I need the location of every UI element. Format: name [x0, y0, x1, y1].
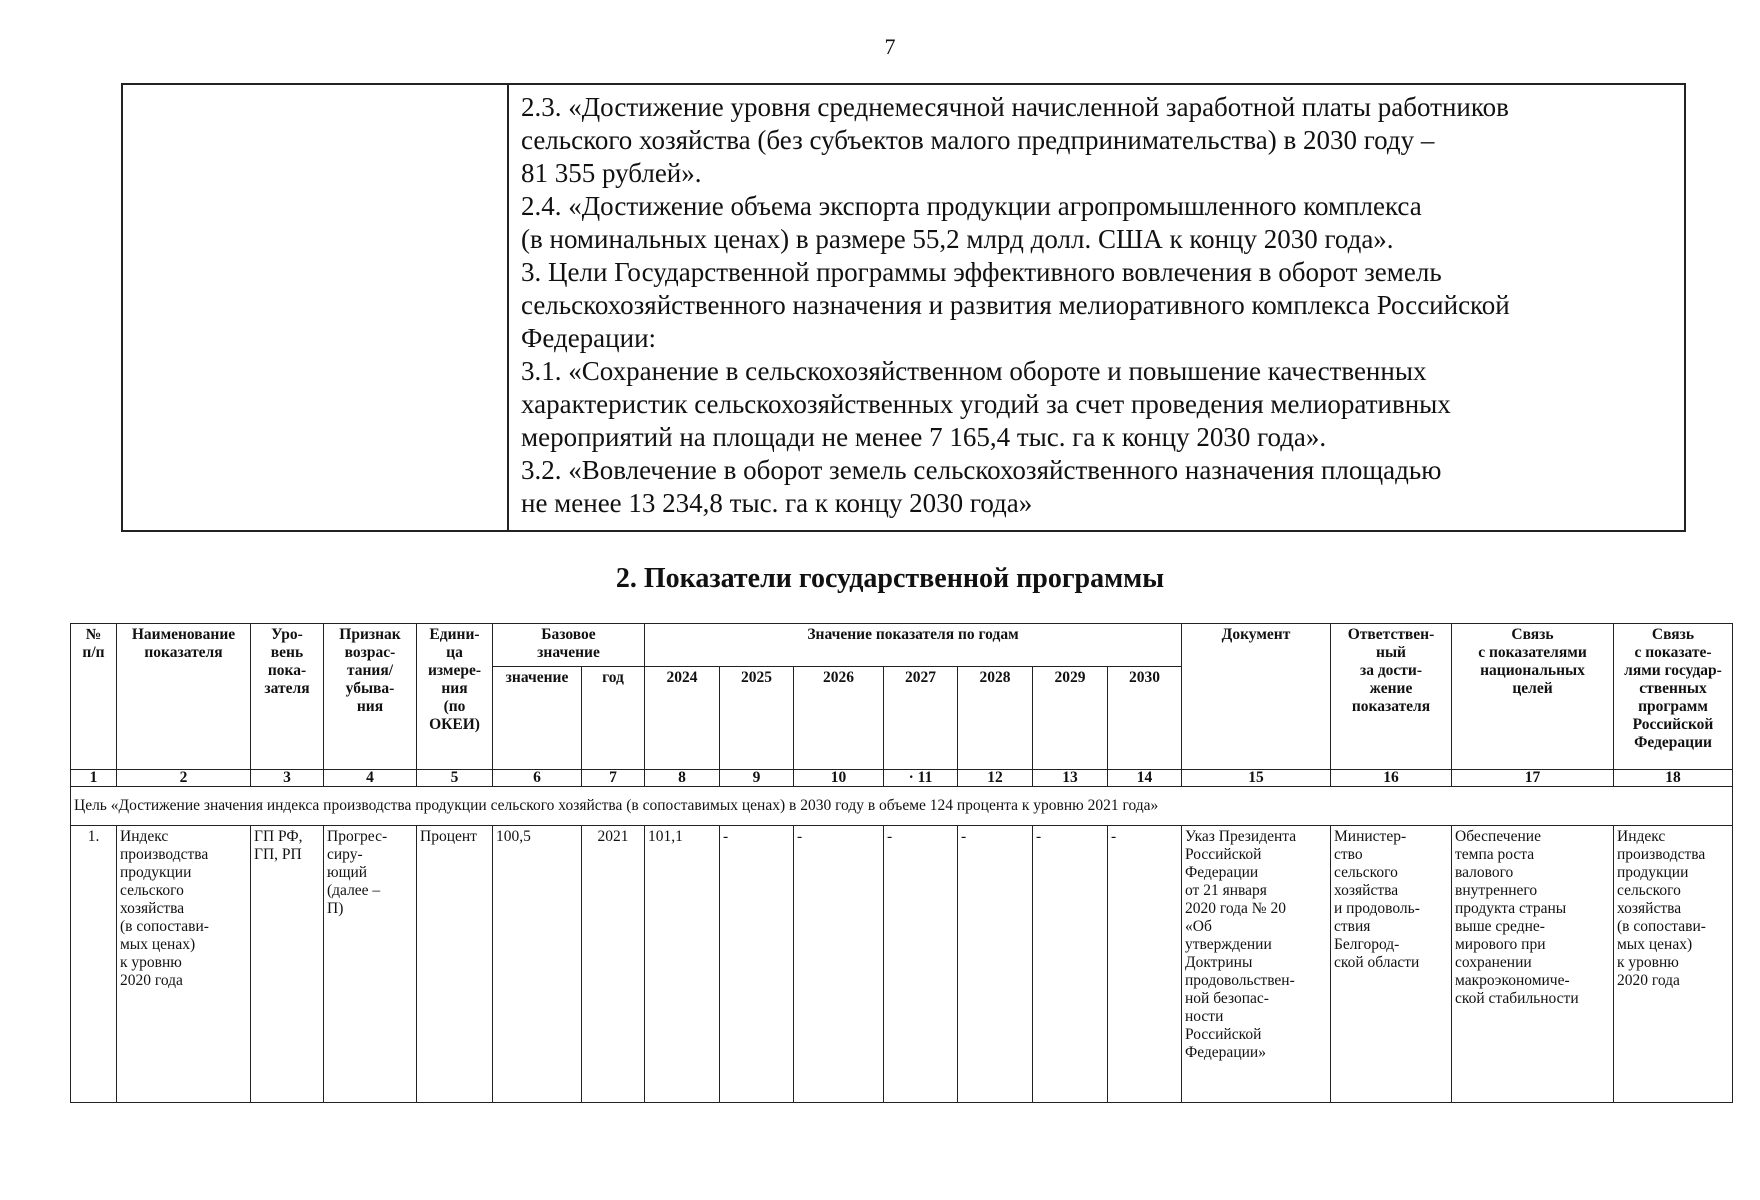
row-year-value: 101,1 — [645, 826, 720, 1103]
row-year-value: - — [1108, 826, 1182, 1103]
row-responsible: Министер- ство сельского хозяйства и продоволь- ствия Белгород- ской области — [1331, 826, 1452, 1103]
goals-line: 2.4. «Достижение объема экспорта продукции агропромышленного комплекса — [521, 191, 1422, 221]
goals-line: мероприятий на площади не менее 7 165,4 тыс. га к концу 2030 года». — [521, 422, 1327, 452]
header-trend: Признак возрас- тания/ убыва- ния — [324, 624, 417, 770]
box-divider — [507, 85, 509, 530]
goals-text — [521, 91, 1671, 520]
header-unit: Едини- ца измере- ния (по ОКЕИ) — [417, 624, 493, 770]
goals-line: 3.2. «Вовлечение в оборот земель сельскохозяйственного назначения площадью — [521, 455, 1442, 485]
goals-line: сельскохозяйственного назначения и развития мелиоративного комплекса Российской — [521, 290, 1510, 320]
column-number: 7 — [582, 770, 645, 787]
row-year-value: - — [958, 826, 1033, 1103]
header-document: Документ — [1182, 624, 1331, 770]
row-unit: Процент — [417, 826, 493, 1103]
column-number: 9 — [720, 770, 794, 787]
row-num: 1. — [71, 826, 117, 1103]
row-link-state: Индекс производства продукции сельского хозяйства (в сопостави- мых ценах) к уровню 2020 года — [1614, 826, 1733, 1103]
page-number: 7 — [884, 34, 896, 59]
header-year: 2025 — [720, 667, 794, 770]
column-number: 13 — [1033, 770, 1108, 787]
header-year: 2026 — [794, 667, 884, 770]
section-title: 2. Показатели государственной программы — [615, 563, 1165, 594]
goals-continuation-box — [121, 83, 1686, 532]
header-year: 2024 — [645, 667, 720, 770]
column-number: 3 — [251, 770, 324, 787]
header-link-state: Связь с показате- лями государ- ственных программ Российской Федерации — [1614, 624, 1733, 770]
goals-line: 3. Цели Государственной программы эффективного вовлечения в оборот земель — [521, 257, 1442, 287]
column-number: 12 — [958, 770, 1033, 787]
column-number: 2 — [117, 770, 251, 787]
indicators-table — [70, 623, 1733, 1103]
goals-line: характеристик сельскохозяйственных угодий за счет проведения мелиоративных — [521, 389, 1451, 419]
row-year-value: - — [1033, 826, 1108, 1103]
header-year: 2030 — [1108, 667, 1182, 770]
header-year: 2028 — [958, 667, 1033, 770]
header-responsible: Ответствен- ный за дости- жение показателя — [1331, 624, 1452, 770]
goals-line: 2.3. «Достижение уровня среднемесячной начисленной заработной платы работников — [521, 92, 1509, 122]
row-year-value: - — [884, 826, 958, 1103]
column-number: 4 — [324, 770, 417, 787]
row-level: ГП РФ, ГП, РП — [251, 826, 324, 1103]
column-numbers-row — [71, 770, 1733, 787]
header-row — [71, 624, 1733, 667]
column-number: 8 — [645, 770, 720, 787]
row-trend: Прогрес- сиру- ющий (далее – П) — [324, 826, 417, 1103]
header-name: Наименование показателя — [117, 624, 251, 770]
row-base-value: 100,5 — [493, 826, 582, 1103]
column-number: 14 — [1108, 770, 1182, 787]
header-year: 2029 — [1033, 667, 1108, 770]
column-number: 5 — [417, 770, 493, 787]
goals-line: 81 355 рублей». — [521, 158, 702, 188]
table-row — [71, 826, 1733, 1103]
goal-row — [71, 787, 1733, 826]
column-number: 10 — [794, 770, 884, 787]
goal-text: Цель «Достижение значения индекса производства продукции сельского хозяйства (в сопоставимых ценах) в 2030 году в объеме 124 процента к уровню 2021 года» — [71, 787, 1733, 826]
header-base-year: год — [582, 667, 645, 770]
column-number: 1 — [71, 770, 117, 787]
header-level: Уро- вень пока- зателя — [251, 624, 324, 770]
header-base-value: значение — [493, 667, 582, 770]
row-year-value: - — [794, 826, 884, 1103]
row-document: Указ Президента Российской Федерации от 21 января 2020 года № 20 «Об утверждении Доктрины продовольствен- ной безопас- ности Российской Федерации» — [1182, 826, 1331, 1103]
row-base-year: 2021 — [582, 826, 645, 1103]
column-number: 16 — [1331, 770, 1452, 787]
goals-line: 3.1. «Сохранение в сельскохозяйственном обороте и повышение качественных — [521, 356, 1427, 386]
column-number: 17 — [1452, 770, 1614, 787]
goals-line: Федерации: — [521, 323, 657, 353]
goals-line: не менее 13 234,8 тыс. га к концу 2030 года» — [521, 488, 1033, 518]
row-link-national: Обеспечение темпа роста валового внутреннего продукта страны выше средне- мирового при сохранении макроэкономиче- ской стабильности — [1452, 826, 1614, 1103]
header-num: № п/п — [71, 624, 117, 770]
header-base: Базовое значение — [493, 624, 645, 667]
header-link-national: Связь с показателями национальных целей — [1452, 624, 1614, 770]
header-year: 2027 — [884, 667, 958, 770]
header-years-group: Значение показателя по годам — [645, 624, 1182, 667]
column-number: 18 — [1614, 770, 1733, 787]
column-number: 15 — [1182, 770, 1331, 787]
goals-line: сельского хозяйства (без субъектов малого предпринимательства) в 2030 году – — [521, 125, 1435, 155]
row-year-value: - — [720, 826, 794, 1103]
row-name: Индекс производства продукции сельского хозяйства (в сопостави- мых ценах) к уровню 2020 года — [117, 826, 251, 1103]
column-number: 6 — [493, 770, 582, 787]
goals-line: (в номинальных ценах) в размере 55,2 млрд долл. США к концу 2030 года». — [521, 224, 1394, 254]
column-number: · 11 — [884, 770, 958, 787]
